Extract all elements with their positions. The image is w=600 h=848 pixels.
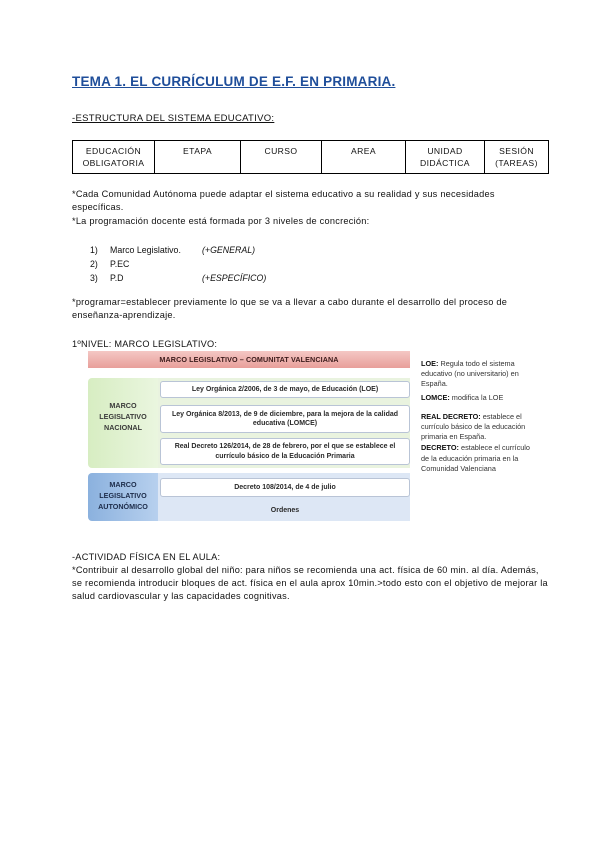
law-box-decreto: Decreto 108/2014, de 4 de julio	[160, 478, 410, 497]
note-term: LOMCE:	[421, 392, 450, 402]
list-label: P.D	[110, 273, 124, 283]
table-cell: UNIDAD DIDÁCTICA	[406, 141, 485, 174]
note-decreto	[421, 443, 536, 474]
list-item	[90, 257, 266, 271]
list-label: Marco Legislativo.	[110, 245, 181, 255]
table-cell: SESIÓN (TAREAS)	[485, 141, 549, 174]
list-item	[90, 243, 266, 257]
paragraph-adaptation: *Cada Comunidad Autónoma puede adaptar el sistema educativo a su realidad y sus necesidades específicas.	[72, 189, 495, 212]
note-text: modifica la LOE	[449, 392, 504, 402]
table-cell: ETAPA	[155, 141, 241, 174]
note-real-decreto	[421, 412, 536, 443]
education-structure-table	[72, 140, 549, 174]
table-cell: EDUCACIÓN OBLIGATORIA	[73, 141, 155, 174]
section-heading-structure: -ESTRUCTURA DEL SISTEMA EDUCATIVO:	[72, 113, 275, 124]
side-notes	[421, 359, 536, 477]
note-lomce	[421, 393, 536, 403]
note-text: establece el currículo de la educación primaria en la Comunidad Valenciana	[421, 443, 530, 473]
section-heading-activity: -ACTIVIDAD FÍSICA EN EL AULA:	[72, 552, 221, 562]
list-number: 2)	[90, 259, 98, 269]
national-label: MARCO LEGISLATIVO NACIONAL	[99, 401, 147, 432]
note-term: DECRETO:	[421, 443, 459, 453]
list-item	[90, 271, 266, 285]
list-number: 1)	[90, 245, 98, 255]
page-title: TEMA 1. EL CURRÍCULUM DE E.F. EN PRIMARIA.	[72, 74, 396, 89]
law-box-real-decreto: Real Decreto 126/2014, de 28 de febrero, por el que se establece el currículo básico de la Educación Primaria	[160, 438, 410, 465]
list-label: P.EC	[110, 259, 130, 269]
diagram-header: MARCO LEGISLATIVO – COMUNITAT VALENCIANA	[88, 351, 410, 368]
paragraph-levels-intro: *La programación docente está formada por 3 niveles de concreción:	[72, 216, 370, 226]
list-number: 3)	[90, 273, 98, 283]
note-text: Regula todo el sistema educativo (no universitario) en España.	[421, 359, 519, 389]
note-loe	[421, 359, 536, 390]
law-box-lomce: Ley Orgánica 8/2013, de 9 de diciembre, para la mejora de la calidad educativa (LOMCE)	[160, 405, 410, 433]
note-text: establece el currículo básico de la educación primaria en España.	[421, 411, 526, 442]
paragraph-activity: *Contribuir al desarrollo global del niño: para niños se recomienda una act. física de 60 min. al día. Además, se recomienda introducir bloques de act. física en el aula aprox 10min.>todo esto con el objetivo de mejorar la salud cardiovascular y las capacidades cognitivas.	[72, 565, 548, 601]
legislative-framework-diagram	[88, 351, 410, 523]
levels-list	[90, 243, 266, 285]
table-row	[73, 141, 549, 174]
table-cell: CURSO	[241, 141, 322, 174]
level-heading: 1ºNIVEL: MARCO LEGISLATIVO:	[72, 339, 218, 349]
list-note: (+GENERAL)	[202, 245, 256, 255]
autonomic-label: MARCO LEGISLATIVO AUTONÓMICO	[98, 480, 148, 511]
note-term: REAL DECRETO:	[421, 411, 481, 421]
list-note: (+ESPECÍFICO)	[202, 273, 267, 283]
law-box-ordenes: Ordenes	[270, 507, 300, 515]
law-box-loe: Ley Orgánica 2/2006, de 3 de mayo, de Educación (LOE)	[160, 381, 410, 398]
table-cell: AREA	[322, 141, 406, 174]
paragraph-programar: *programar=establecer previamente lo que se va a llevar a cabo durante el desarrollo del proceso de enseñanza-aprendizaje.	[72, 297, 508, 320]
note-term: LOE:	[421, 359, 439, 368]
